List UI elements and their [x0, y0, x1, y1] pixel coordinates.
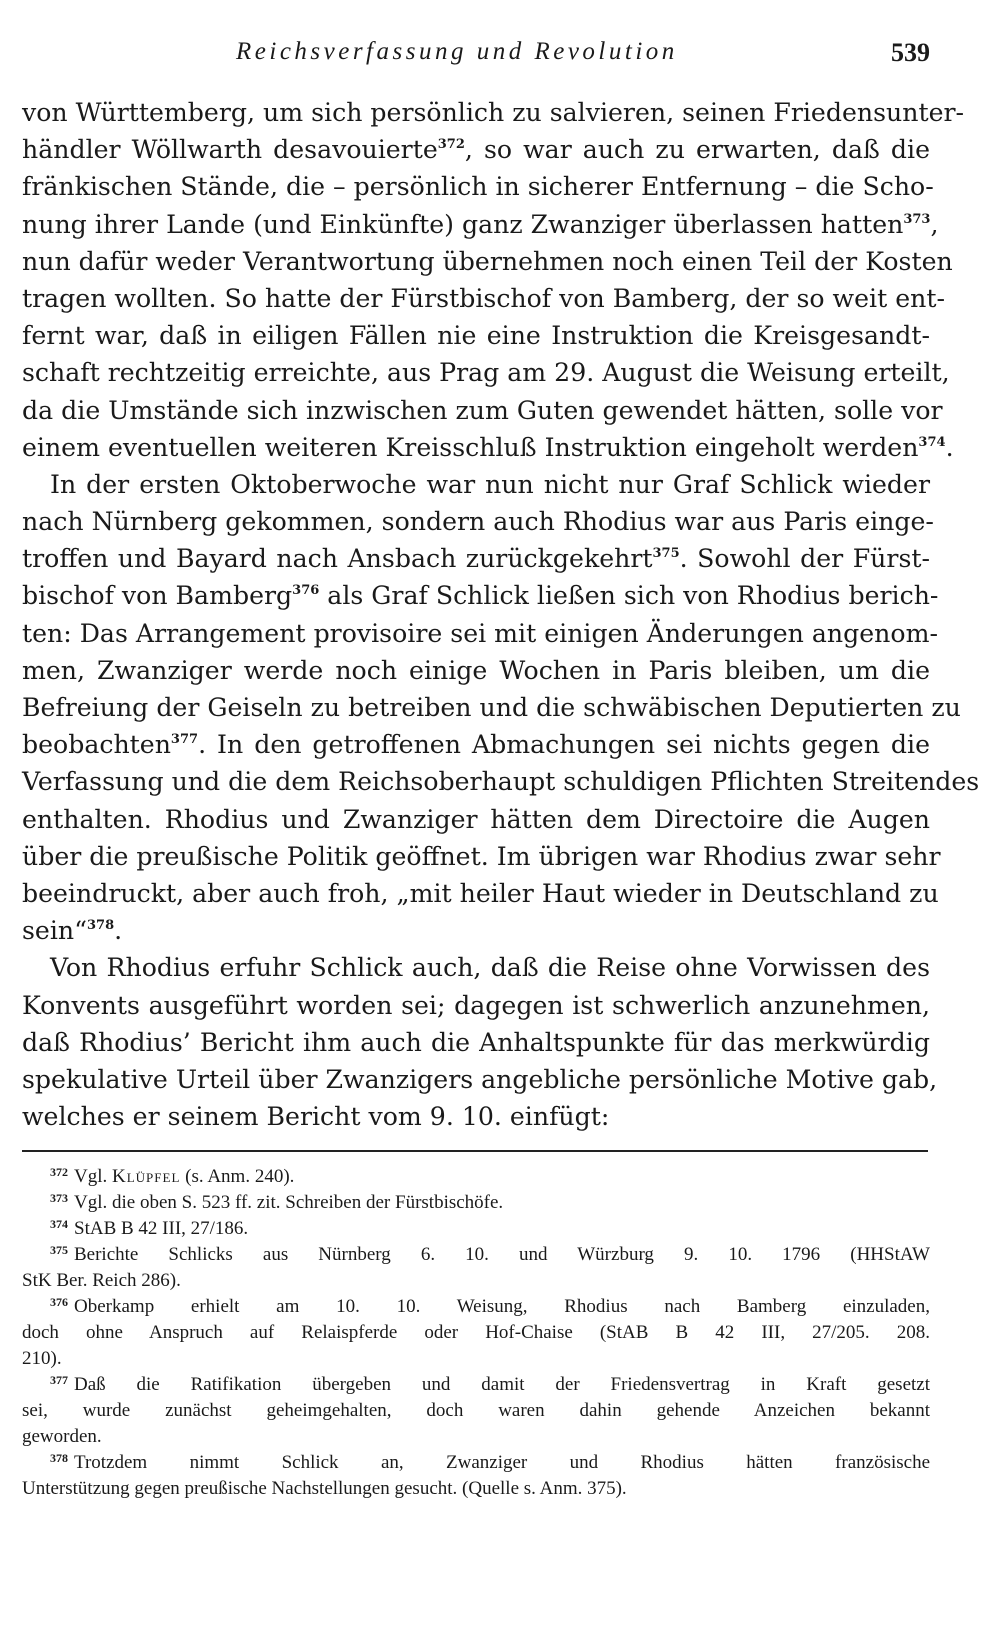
text-run: troffen und Bayard nach Ansbach zurückgekehrt — [22, 544, 653, 574]
text-line — [22, 94, 965, 131]
footnote-text: Vgl. — [74, 1166, 112, 1187]
footnote-text: Daß die Ratifikation übergeben und damit der Friedensvertrag in Kraft gesetzt — [74, 1374, 930, 1395]
footnote-text: Trotzdem nimmt Schlick an, Zwanziger und Rhodius hätten französische — [74, 1452, 930, 1473]
text-run: nung ihrer Lande (und Einkünfte) ganz Zwanziger überlassen hatten — [22, 209, 904, 239]
footnote-line — [22, 1398, 930, 1424]
text-run: von Württemberg, um sich persönlich zu salvieren, seinen Friedensunter- — [22, 98, 965, 127]
text-run: . Sowohl der Fürst- — [679, 544, 930, 574]
footnote-text: 210). — [22, 1348, 62, 1369]
footnote-number: 373 — [50, 1191, 68, 1205]
footnote-text: Unterstützung gegen preußische Nachstellungen gesucht. (Quelle s. Anm. 375). — [22, 1478, 627, 1499]
text-line — [22, 949, 930, 986]
text-line — [22, 763, 980, 800]
footnote-line — [22, 1164, 930, 1190]
text-run: schaft rechtzeitig erreichte, aus Prag am 29. August die Weisung erteilt, — [22, 358, 950, 388]
footnote-line — [22, 1372, 930, 1398]
footnote-number: 378 — [50, 1451, 68, 1465]
text-run: Befreiung der Geiseln zu betreiben und die schwäbischen Deputierten zu — [22, 693, 961, 722]
text-line — [22, 466, 930, 503]
text-line — [22, 503, 934, 540]
text-run: da die Umstände sich inzwischen zum Guten gewendet hätten, solle vor — [22, 395, 943, 425]
footnote-text: (s. Anm. 240). — [180, 1166, 295, 1187]
text-run: einem eventuellen weiteren Kreisschluß Instruktion eingeholt werden — [22, 432, 919, 462]
footnote-number: 375 — [50, 1243, 68, 1257]
text-line — [22, 131, 930, 168]
text-run: welches er seinem Bericht vom 9. 10. einfügt: — [22, 1102, 610, 1132]
text-line — [22, 540, 930, 577]
text-run: fernt war, daß in eiligen Fällen nie eine Instruktion die Kreisgesandt- — [22, 321, 930, 351]
footnote-text: StAB B 42 III, 27/186. — [74, 1218, 249, 1239]
text-line — [22, 875, 939, 912]
text-run: , — [930, 209, 939, 239]
text-run: als Graf Schlick ließen sich von Rhodius berich- — [319, 581, 939, 611]
text-line — [22, 206, 939, 243]
text-run: . In den getroffenen Abmachungen sei nichts gegen die — [198, 730, 930, 760]
text-line — [22, 689, 961, 726]
footnote-line — [22, 1190, 930, 1216]
footnote-number: 372 — [50, 1165, 68, 1179]
footnote-ref: 377 — [170, 732, 199, 748]
text-line — [22, 429, 954, 466]
text-line — [22, 726, 930, 763]
text-line — [22, 987, 930, 1024]
text-run: nach Nürnberg gekommen, sondern auch Rhodius war aus Paris einge- — [22, 507, 934, 537]
text-run: nun dafür weder Verantwortung übernehmen noch einen Teil der Kosten — [22, 246, 953, 276]
text-run: fränkischen Stände, die – persönlich in sicherer Entfernung – die Scho- — [22, 172, 934, 202]
footnote-text: Vgl. die oben S. 523 ff. zit. Schreiben der Fürstbischöfe. — [74, 1192, 504, 1213]
running-head — [0, 38, 1000, 72]
text-line — [22, 243, 953, 280]
text-run: beobachten — [22, 730, 171, 760]
footnote-line — [22, 1346, 930, 1372]
footnote-text: Oberkamp erhielt am 10. 10. Weisung, Rhodius nach Bamberg einzuladen, — [74, 1296, 930, 1317]
text-run: über die preußische Politik geöffnet. Im übrigen war Rhodius zwar sehr — [22, 841, 941, 871]
footnote-line — [22, 1450, 930, 1476]
footnote-text: sei, wurde zunächst geheimgehalten, doch waren dahin gehende Anzeichen bekannt — [22, 1400, 930, 1421]
text-line — [22, 354, 950, 391]
text-run: , so war auch zu erwarten, daß die — [464, 135, 930, 165]
footnote-number: 376 — [50, 1295, 68, 1309]
running-title: Reichsverfassung und Revolution — [236, 38, 678, 65]
footnote-ref: 378 — [87, 918, 115, 934]
text-line — [22, 838, 941, 875]
footnote-line — [22, 1242, 930, 1268]
footnote-line — [22, 1294, 930, 1320]
text-run: spekulative Urteil über Zwanzigers angebliche persönliche Motive gab, — [22, 1064, 938, 1094]
text-line — [22, 392, 943, 429]
text-run: daß Rhodius’ Bericht ihm auch die Anhaltspunkte für das merkwürdig — [22, 1027, 930, 1057]
footnote-number: 377 — [50, 1373, 68, 1387]
text-run: sein“ — [22, 916, 87, 946]
text-run: beeindruckt, aber auch froh, „mit heiler Haut wieder in Deutschland zu — [22, 878, 939, 908]
footnote-text: Berichte Schlicks aus Nürnberg 6. 10. und Würzburg 9. 10. 1796 (HHStAW — [74, 1244, 930, 1265]
text-line — [22, 577, 939, 614]
footnote-ref: 372 — [437, 137, 465, 153]
main-text — [22, 94, 980, 1135]
footnote-text: doch ohne Anspruch auf Relaispferde oder Hof-Chaise (StAB B 42 III, 27/205. 208. — [22, 1322, 930, 1343]
footnote-ref: 376 — [292, 583, 320, 599]
footnote-text: StK Ber. Reich 286). — [22, 1270, 181, 1291]
author-name: Klüpfel — [112, 1166, 181, 1187]
footnote-number: 374 — [50, 1217, 68, 1231]
text-run: men, Zwanziger werde noch einige Wochen in Paris bleiben, um die — [22, 655, 930, 685]
footnote-line — [22, 1320, 930, 1346]
text-line — [22, 912, 930, 949]
text-run: Konvents ausgeführt worden sei; dagegen ist schwerlich anzunehmen, — [22, 990, 930, 1020]
text-line — [22, 168, 934, 205]
text-run: bischof von Bamberg — [22, 581, 293, 611]
text-run: In der ersten Oktoberwoche war nun nicht nur Graf Schlick wieder — [50, 469, 930, 499]
text-run: Verfassung und die dem Reichsoberhaupt schuldigen Pflichten Streitendes — [22, 767, 980, 797]
text-run: händler Wöllwarth desavouierte — [22, 135, 438, 165]
text-line — [22, 280, 945, 317]
footnote-ref: 373 — [903, 211, 931, 227]
footnote-line — [22, 1216, 930, 1242]
footnote-ref: 375 — [652, 546, 680, 562]
text-line — [22, 615, 938, 652]
text-line — [22, 1098, 930, 1135]
page-number: 539 — [891, 38, 930, 67]
text-run: enthalten. Rhodius und Zwanziger hätten dem Directoire die Augen — [22, 804, 930, 834]
footnote-line — [22, 1424, 930, 1450]
footnotes — [22, 1164, 930, 1502]
footnote-ref: 374 — [918, 434, 946, 450]
text-line — [22, 1024, 930, 1061]
text-run: Von Rhodius erfuhr Schlick auch, daß die Reise ohne Vorwissen des — [50, 953, 930, 983]
footnote-line — [22, 1476, 930, 1502]
footnote-line — [22, 1268, 930, 1294]
text-line — [22, 1061, 938, 1098]
text-line — [22, 652, 930, 689]
footnote-text: geworden. — [22, 1426, 102, 1447]
text-run: tragen wollten. So hatte der Fürstbischof von Bamberg, der so weit ent- — [22, 283, 945, 313]
text-line — [22, 317, 930, 354]
text-run: . — [945, 432, 954, 462]
text-run: . — [114, 916, 123, 946]
text-line — [22, 801, 930, 838]
footnote-separator — [22, 1150, 928, 1152]
text-run: ten: Das Arrangement provisoire sei mit einigen Änderungen angenom- — [22, 618, 938, 648]
